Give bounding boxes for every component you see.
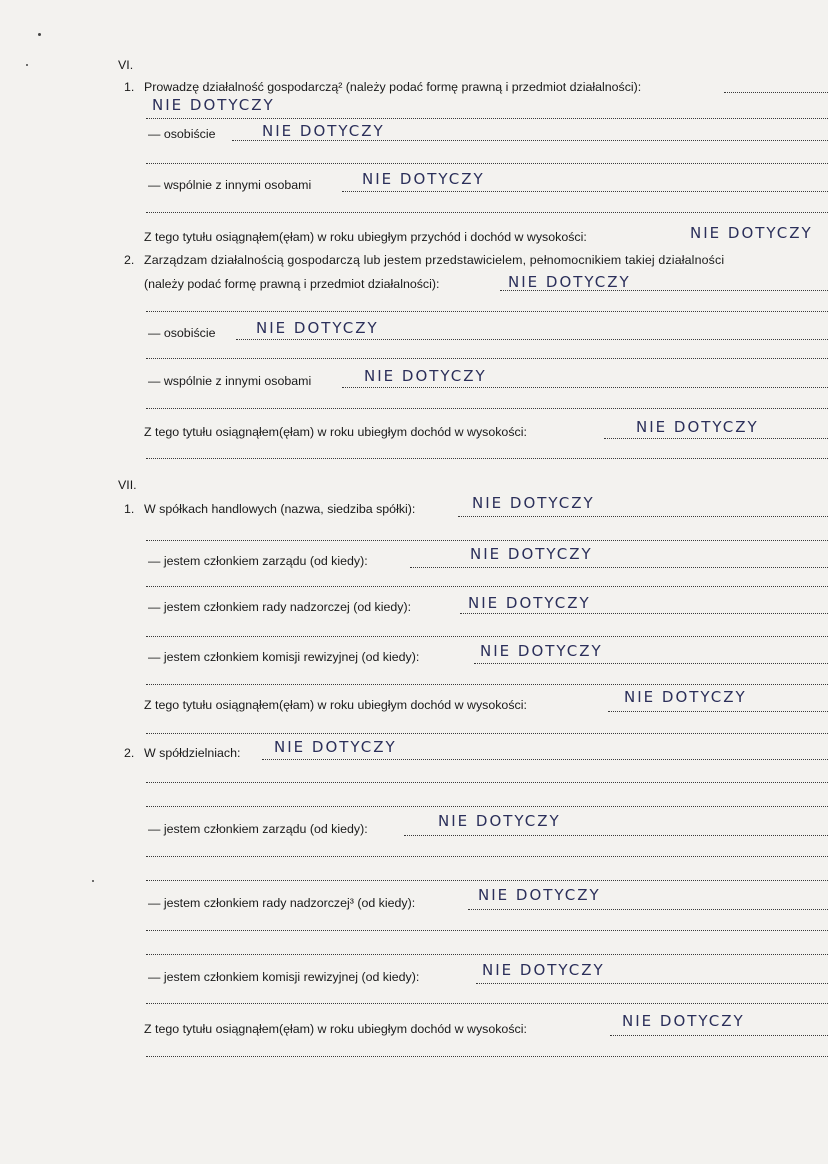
vi-q1-handwritten-answer: NIE DOTYCZY xyxy=(152,96,275,114)
vi-q1-number: 1. xyxy=(124,80,135,94)
answer-line xyxy=(146,684,828,685)
vii-q2-board-answer: NIE DOTYCZY xyxy=(438,812,561,830)
vi-q2-label-line1: Zarządzam działalnością gospodarczą lub jestem przedstawicielem, pełnomocnikiem takiej działalności xyxy=(144,253,725,267)
answer-line xyxy=(410,567,828,568)
answer-line xyxy=(146,212,828,213)
vii-q1-board-label: — jestem członkiem zarządu (od kiedy): xyxy=(148,554,368,568)
vii-q1-income-answer: NIE DOTYCZY xyxy=(624,688,747,706)
answer-line xyxy=(146,163,828,164)
vi-q2-personal-answer: NIE DOTYCZY xyxy=(256,319,379,337)
answer-line xyxy=(460,613,828,614)
answer-line xyxy=(236,339,828,340)
answer-line xyxy=(458,516,828,517)
vii-q2-label: W spółdzielniach: xyxy=(144,746,241,760)
vii-q2-income-answer: NIE DOTYCZY xyxy=(622,1012,745,1030)
vi-q2-handwritten-answer: NIE DOTYCZY xyxy=(508,273,631,291)
vii-q2-income-label: Z tego tytułu osiągnąłem(ęłam) w roku ubiegłym dochód w wysokości: xyxy=(144,1022,527,1036)
answer-line xyxy=(146,782,828,783)
answer-line xyxy=(232,140,828,141)
answer-line xyxy=(476,983,828,984)
vii-q1-supervisory-answer: NIE DOTYCZY xyxy=(468,594,591,612)
answer-line xyxy=(146,358,828,359)
answer-line xyxy=(146,586,828,587)
scan-speck xyxy=(26,64,28,66)
answer-line xyxy=(146,1056,828,1057)
answer-line xyxy=(146,1003,828,1004)
answer-line xyxy=(146,311,828,312)
vii-q1-handwritten-answer: NIE DOTYCZY xyxy=(472,494,595,512)
answer-line xyxy=(608,711,828,712)
answer-line xyxy=(146,880,828,881)
vi-q2-personal-label: — osobiście xyxy=(148,326,216,340)
answer-line xyxy=(610,1035,828,1036)
answer-line xyxy=(146,458,828,459)
answer-line xyxy=(146,806,828,807)
answer-line xyxy=(404,835,828,836)
section-vii-heading: VII. xyxy=(118,478,137,492)
answer-line xyxy=(474,663,828,664)
answer-line xyxy=(146,733,828,734)
vi-q1-label: Prowadzę działalność gospodarczą² (należy podać formę prawną i przedmiot działalności): xyxy=(144,80,642,94)
answer-line xyxy=(146,408,828,409)
vi-q2-label-line2: (należy podać formę prawną i przedmiot działalności): xyxy=(144,277,440,291)
answer-line xyxy=(146,118,828,119)
vii-q1-audit-label: — jestem członkiem komisji rewizyjnej (od kiedy): xyxy=(148,650,420,664)
vii-q2-audit-answer: NIE DOTYCZY xyxy=(482,961,605,979)
vi-q1-income-label: Z tego tytułu osiągnąłem(ęłam) w roku ubiegłym przychód i dochód w wysokości: xyxy=(144,230,587,244)
vii-q2-supervisory-answer: NIE DOTYCZY xyxy=(478,886,601,904)
vi-q2-jointly-label: — wspólnie z innymi osobami xyxy=(148,374,312,388)
vi-q2-number: 2. xyxy=(124,253,135,267)
vi-q1-personal-label: — osobiście xyxy=(148,127,216,141)
answer-line xyxy=(146,540,828,541)
answer-line xyxy=(342,387,828,388)
vi-q2-income-answer: NIE DOTYCZY xyxy=(636,418,759,436)
answer-line xyxy=(604,438,828,439)
vii-q1-income-label: Z tego tytułu osiągnąłem(ęłam) w roku ubiegłym dochód w wysokości: xyxy=(144,698,527,712)
vii-q1-supervisory-label: — jestem członkiem rady nadzorczej (od kiedy): xyxy=(148,600,412,614)
answer-line xyxy=(468,909,828,910)
vi-q2-income-label: Z tego tytułu osiągnąłem(ęłam) w roku ubiegłym dochód w wysokości: xyxy=(144,425,527,439)
answer-line xyxy=(262,759,828,760)
answer-line xyxy=(724,92,828,93)
vii-q2-board-label: — jestem członkiem zarządu (od kiedy): xyxy=(148,822,368,836)
answer-line xyxy=(342,191,828,192)
vii-q2-audit-label: — jestem członkiem komisji rewizyjnej (od kiedy): xyxy=(148,970,420,984)
vii-q2-handwritten-answer: NIE DOTYCZY xyxy=(274,738,397,756)
scan-speck xyxy=(38,33,41,36)
vii-q1-audit-answer: NIE DOTYCZY xyxy=(480,642,603,660)
answer-line xyxy=(146,636,828,637)
answer-line xyxy=(146,856,828,857)
vii-q1-number: 1. xyxy=(124,502,135,516)
vi-q2-jointly-answer: NIE DOTYCZY xyxy=(364,367,487,385)
vi-q1-jointly-label: — wspólnie z innymi osobami xyxy=(148,178,312,192)
vi-q1-jointly-answer: NIE DOTYCZY xyxy=(362,170,485,188)
scan-speck xyxy=(92,880,94,882)
vii-q1-board-answer: NIE DOTYCZY xyxy=(470,545,593,563)
vii-q2-number: 2. xyxy=(124,746,135,760)
vii-q1-label: W spółkach handlowych (nazwa, siedziba spółki): xyxy=(144,502,416,516)
vii-q2-supervisory-label: — jestem członkiem rady nadzorczej³ (od kiedy): xyxy=(148,896,416,910)
answer-line xyxy=(146,930,828,931)
vi-q1-income-answer: NIE DOTYCZY xyxy=(690,224,813,242)
answer-line xyxy=(146,954,828,955)
vi-q1-personal-answer: NIE DOTYCZY xyxy=(262,122,385,140)
section-vi-heading: VI. xyxy=(118,58,134,72)
